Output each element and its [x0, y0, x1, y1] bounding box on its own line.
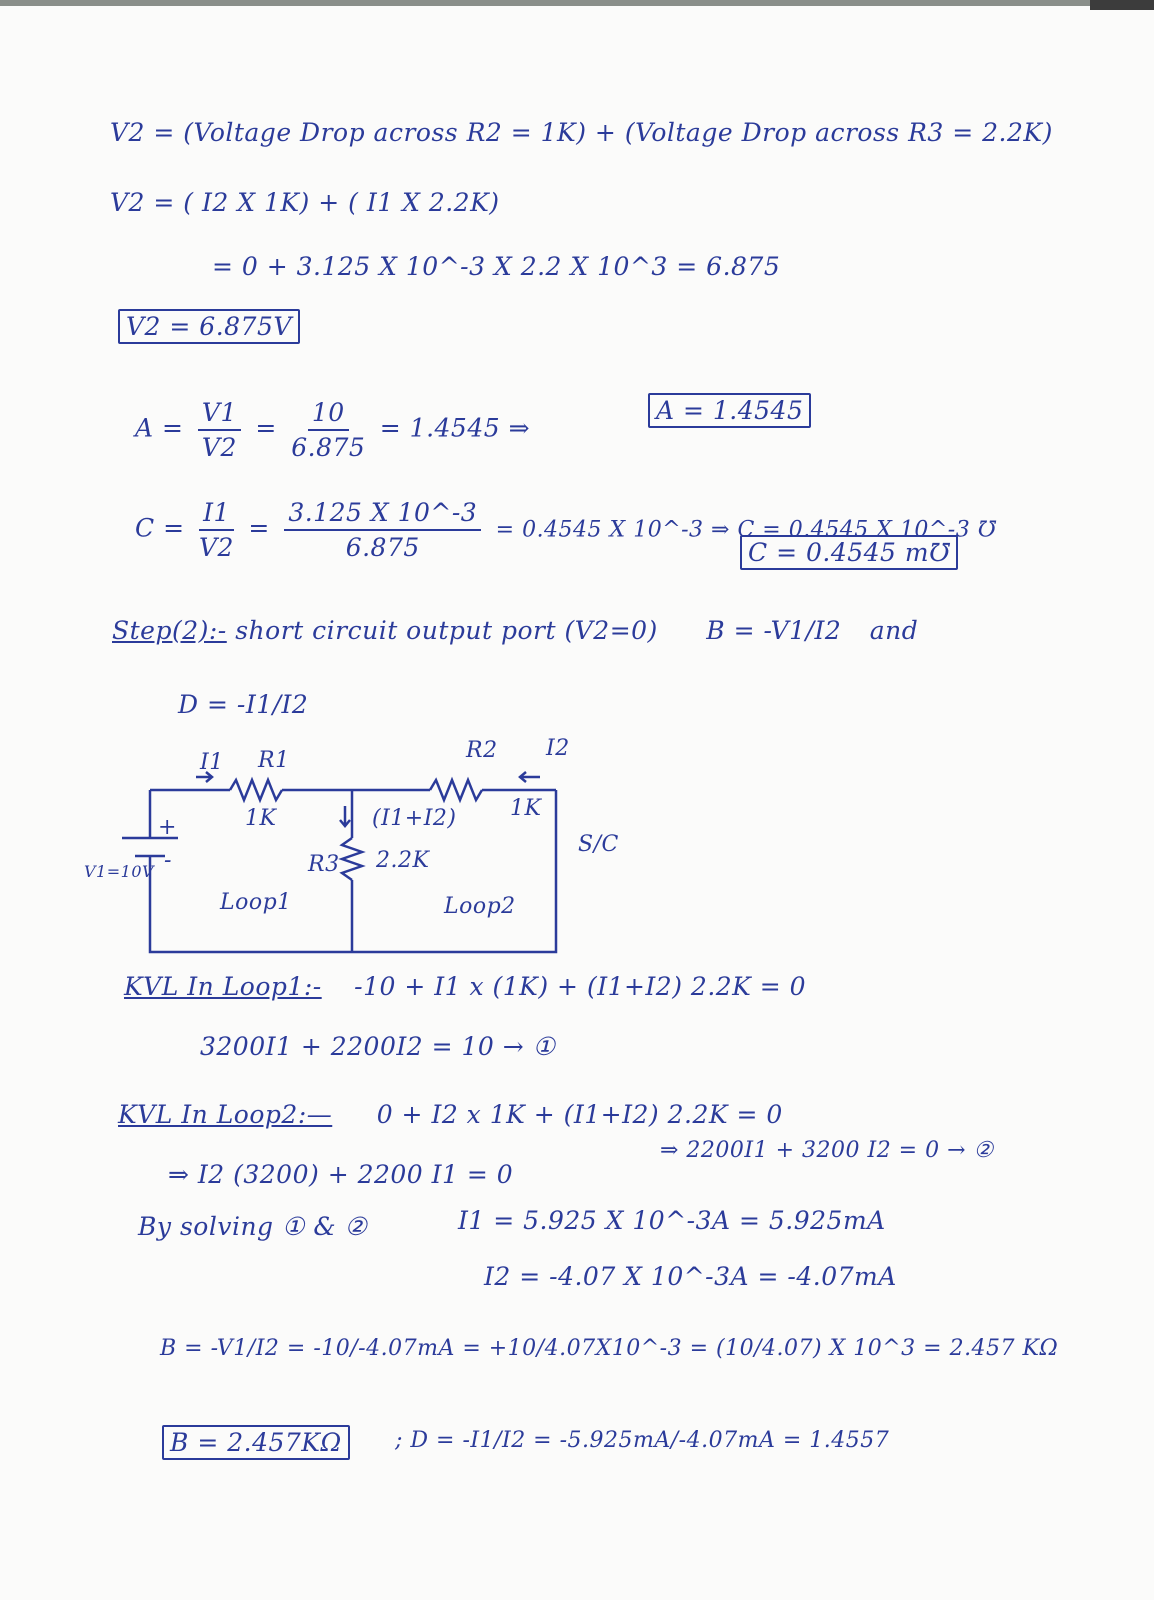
loop2-label: Loop2 [444, 894, 516, 919]
v2-equation-2: = 0 + 3.125 X 10^-3 X 2.2 X 10^3 = 6.875 [212, 252, 781, 281]
v2-definition: V2 = (Voltage Drop across R2 = 1K) + (Voltage Drop across R3 = 2.2K) [110, 118, 1053, 147]
kvl1-equation-2: 3200I1 + 2200I2 = 10 → ① [200, 1032, 556, 1061]
kvl1-equation: -10 + I1 x (1K) + (I1+I2) 2.2K = 0 [354, 972, 807, 1001]
current-sum-label: (I1+I2) [372, 806, 457, 831]
i1-label: I1 [200, 750, 224, 775]
b-equation: B = -V1/I2 = -10/-4.07mA = +10/4.07X10^-3 = (10/4.07) X 10^3 = 2.457 KΩ [160, 1336, 1059, 1361]
kvl1-label: KVL In Loop1:- [124, 972, 322, 1001]
loop1-label: Loop1 [220, 890, 292, 915]
a-equation: A = $\frac{V1}{V2}$ = $\frac{10}{6.875}$ = 1.4545 ⇒ [135, 398, 531, 462]
source-minus: - [164, 848, 172, 873]
c-equation: C = $\frac{I1}{V2}$ = $\frac{3.125 X 10\^{}-3}{6.875}$ = 0.4545 X 10^-3 ⇒ C = 0.4545 X 10^-3 ℧ [135, 498, 997, 562]
source-label: V1=10V [84, 862, 155, 881]
r1-value: 1K [245, 806, 277, 831]
kvl1-line [124, 972, 806, 1001]
r1-label: R1 [258, 748, 290, 773]
a-result: A = 1.4545 [648, 393, 811, 428]
kvl2-equation: 0 + I2 x 1K + (I1+I2) 2.2K = 0 [376, 1100, 783, 1129]
kvl2-equation-2: ⇒ I2 (3200) + 2200 I1 = 0 [168, 1160, 514, 1189]
solve-label: By solving ① & ② [138, 1212, 368, 1241]
d-equation: ; D = -I1/I2 = -5.925mA/-4.07mA = 1.4557 [395, 1428, 890, 1453]
r2-label: R2 [466, 738, 498, 763]
kvl2-equation-3: ⇒ 2200I1 + 3200 I2 = 0 → ② [660, 1138, 994, 1163]
kvl2-label: KVL In Loop2:— [118, 1100, 333, 1129]
d-definition: D = -I1/I2 [178, 690, 309, 719]
step2-text: short circuit output port (V2=0) [235, 616, 658, 645]
b-definition: B = -V1/I2 [706, 616, 842, 645]
r3-value: 2.2K [376, 848, 430, 873]
step2-title: Step(2):- [112, 616, 227, 645]
i2-label: I2 [546, 736, 570, 761]
r2-value: 1K [510, 796, 542, 821]
c-result: C = 0.4545 m℧ [740, 535, 958, 570]
v2-equation-1: V2 = ( I2 X 1K) + ( I1 X 2.2K) [110, 188, 500, 217]
i2-solution: I2 = -4.07 X 10^-3A = -4.07mA [484, 1262, 897, 1291]
b-result: B = 2.457KΩ [162, 1425, 350, 1460]
i1-solution: I1 = 5.925 X 10^-3A = 5.925mA [458, 1206, 886, 1235]
and-word: and [869, 616, 919, 645]
v2-result: V2 = 6.875V [118, 309, 300, 344]
r3-label: R3 [308, 852, 340, 877]
source-plus: + [158, 815, 177, 840]
short-circuit-label: S/C [578, 832, 619, 857]
kvl2-line [118, 1100, 783, 1129]
